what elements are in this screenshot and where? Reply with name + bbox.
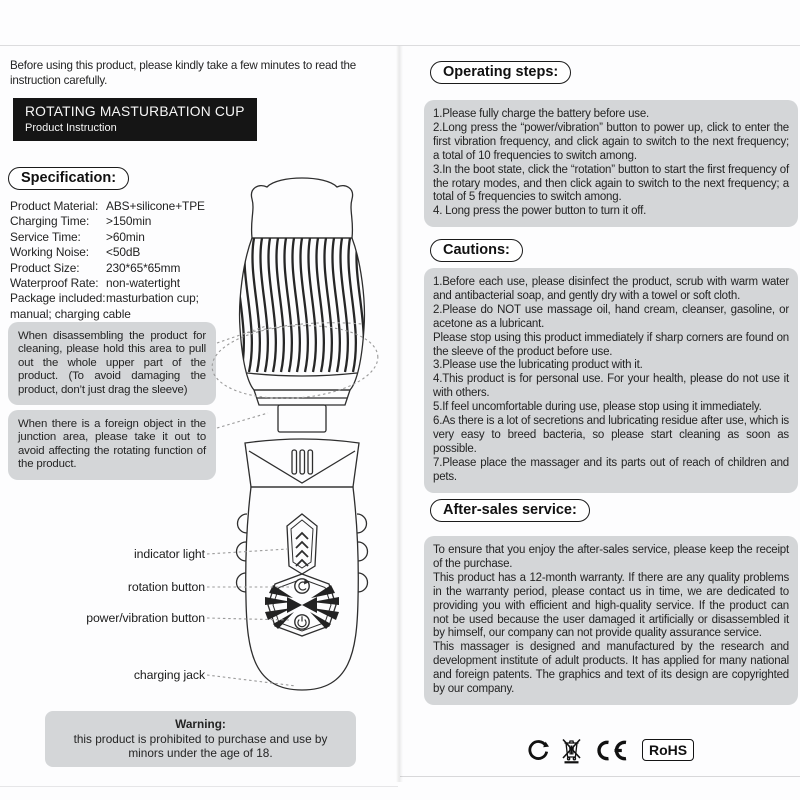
- weee-crossed-bin-icon: [560, 737, 583, 764]
- intro-text: Before using this product, please kindly take a few minutes to read the instruction carefully.: [10, 59, 357, 87]
- warning-box: [45, 711, 356, 767]
- operating-step: 1.Please fully charge the battery before use.: [433, 108, 650, 120]
- label-power-vibration-button: power/vibration button: [86, 611, 205, 625]
- caution-item: Please stop using this product immediately if sharp corners are found on the sleeve of the product before use.: [433, 331, 789, 358]
- title-block: [13, 98, 257, 141]
- spec-value: >60min: [106, 229, 145, 244]
- spec-value: 230*65*65mm: [106, 260, 181, 275]
- spec-label: Charging Time:: [10, 214, 90, 229]
- spec-label: Service Time:: [10, 229, 81, 244]
- caution-item: 3.Please use the lubricating product with it.: [433, 359, 643, 372]
- spec-label: Waterproof Rate:: [10, 276, 99, 291]
- indicator-chevrons-icon: [296, 533, 308, 566]
- green-dot-recycle-icon: [527, 739, 549, 761]
- spec-label: Package included:: [10, 291, 106, 306]
- caution-item: 5.If feel uncomfortable during use, please stop using it immediately.: [433, 401, 762, 414]
- caution-item: 1.Before each use, please disinfect the product, scrub with warm water and antibacterial soap, and gently dry with a towel or soft cloth.: [433, 276, 789, 302]
- rohs-badge: RoHS: [642, 739, 694, 761]
- cautions-box: [424, 268, 798, 493]
- spec-value: <50dB: [106, 245, 141, 260]
- hold-area-curve: [243, 323, 362, 334]
- caution-item: 7.Please place the massager and its parts out of reach of children and pets.: [433, 456, 789, 483]
- operating-steps-box: [424, 100, 798, 227]
- cup-connector: [278, 405, 326, 432]
- label-rotation-button: rotation button: [127, 580, 205, 594]
- after-sales-paragraph: This product has a 12-month warranty. If there are any quality problems in the warranty period, please contact us in time, we are dedicated to providing you with efficient and high-quality service. If the product can not be used because the user damaged it artificially or disassembled it by himself, our company can not provide quality assurance service.: [433, 571, 789, 640]
- operating-step: 3.In the boot state, click the “rotation” button to start the first frequency of the rotary modes, and then click again to switch to the next frequency; a total of 5 frequencies to switch among.: [433, 163, 789, 204]
- product-subtitle: Product Instruction: [25, 122, 117, 134]
- disassembly-note: When disassembling the product for cleaning, please hold this area to pull out the whole upper part of the product. (To avoid damaging the product, don’t just drag the sleeve): [8, 322, 216, 405]
- cup-cap: [251, 178, 352, 238]
- warning-heading: Warning:: [175, 717, 226, 731]
- left-page-bottom-edge: [0, 786, 398, 787]
- label-charging-jack: charging jack: [133, 668, 205, 682]
- operating-step: 4. Long press the power button to turn it off.: [433, 205, 647, 218]
- spec-label: Working Noise:: [10, 245, 90, 260]
- foreign-object-note: When there is a foreign object in the junction area, please take it out to avoid affecting the rotating function of the product.: [8, 410, 216, 480]
- cup-swirl-texture: [236, 238, 371, 372]
- power-vibration-button: [295, 615, 309, 629]
- spec-value: non-watertight: [106, 276, 180, 291]
- spec-label: Product Material:: [10, 199, 99, 213]
- caution-item: 2.Please do NOT use massage oil, hand cream, cleanser, gasoline, or acetone as a lubricant.: [433, 303, 789, 330]
- right-page-bottom-edge: [400, 776, 800, 777]
- specification-heading: Specification:: [8, 167, 129, 190]
- operating-steps-heading: Operating steps:: [430, 61, 571, 84]
- spec-value: masturbation cup; manual; charging cable: [10, 291, 199, 321]
- after-sales-paragraph: To ensure that you enjoy the after-sales service, please keep the receipt of the purchase.: [433, 544, 789, 570]
- cautions-heading: Cautions:: [430, 239, 523, 262]
- caution-item: 4.This product is for personal use. For your health, please do not use it with others.: [433, 373, 789, 400]
- label-indicator-light: indicator light: [134, 547, 205, 561]
- spec-value: ABS+silicone+TPE: [106, 199, 205, 213]
- after-sales-paragraph: This massager is designed and manufactured by the research and development institute of adult products. It has applied for many national and foreign patents. The graphics and text of its design are copyrighted by our company.: [433, 641, 789, 696]
- operating-step: 2.Long press the “power/vibration” button to power up, click to enter the first vibration frequency, and click again to switch to the next frequency; a total of 10 frequencies to switch among.: [433, 121, 789, 162]
- ce-mark-icon: [594, 739, 631, 762]
- caution-item: 6.As there is a lot of secretions and lubricating residue after use, which is very easy to breed bacteria, so please start cleaning as soon as possible.: [433, 415, 789, 455]
- device-illustration: [0, 170, 410, 715]
- spec-value: >150min: [106, 214, 152, 229]
- cup-drawing: [236, 178, 371, 690]
- handle-collar: [245, 439, 359, 487]
- after-sales-heading: After-sales service:: [430, 499, 590, 522]
- after-sales-box: [424, 536, 798, 705]
- spec-label: Product Size:: [10, 260, 80, 275]
- warning-text: this product is prohibited to purchase and use by minors under the age of 18.: [73, 731, 328, 760]
- rotation-button: [295, 579, 309, 593]
- product-title: ROTATING MASTURBATION CUP: [25, 104, 245, 119]
- certification-marks: [527, 736, 694, 764]
